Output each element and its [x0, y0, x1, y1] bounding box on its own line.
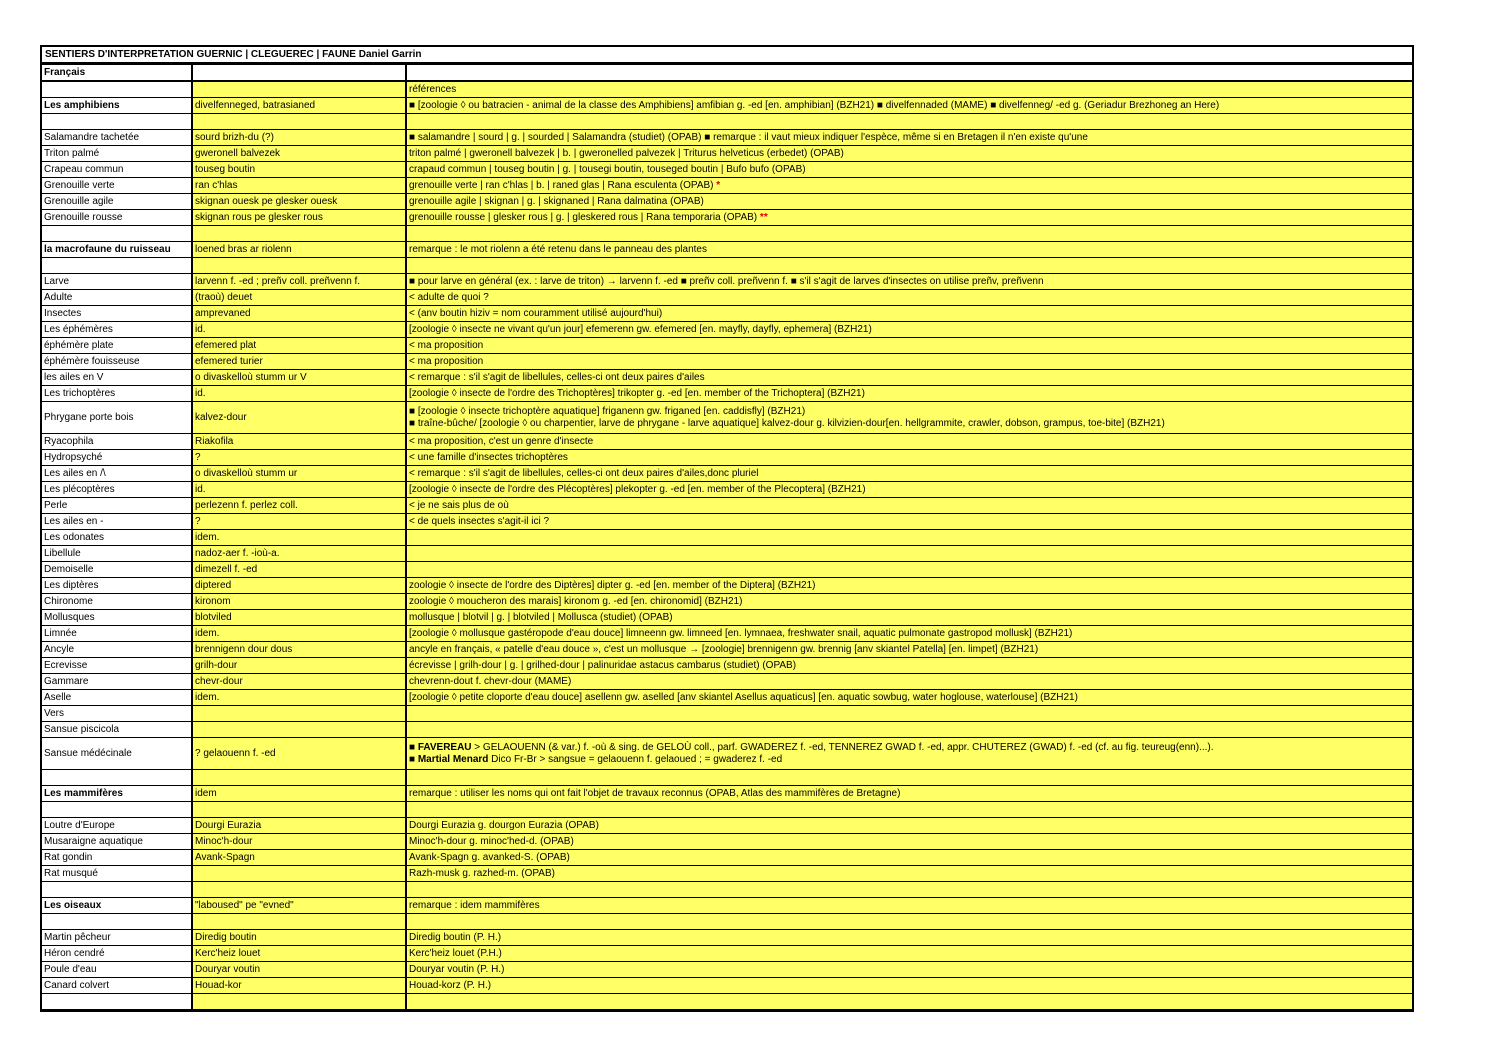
cell-breton[interactable]: ? gelaouenn f. -ed	[192, 738, 406, 770]
cell-breton[interactable]	[192, 722, 406, 738]
reference-text: [zoologie ◊ insecte de l'ordre des Trichoptères] trikopter g. -ed [en. member of the Trichoptera] (BZH21)	[409, 387, 865, 399]
cell-french[interactable]: Grenouille agile	[42, 194, 192, 210]
cell-breton[interactable]: efemered plat	[192, 338, 406, 354]
reference-text: Dourgi Eurazia g. dourgon Eurazia (OPAB)	[409, 819, 599, 831]
cell-french[interactable]: Rat musqué	[42, 866, 192, 882]
reference-text: grenouille verte | ran c'hlas | b. | raned glas | Rana esculenta (OPAB)	[409, 179, 714, 191]
cell-french[interactable]: Salamandre tachetée	[42, 130, 192, 146]
cell-breton[interactable]: divelfenneged, batrasianed	[192, 98, 406, 114]
cell-french[interactable]: Les odonates	[42, 530, 192, 546]
cell-breton[interactable]	[192, 882, 406, 898]
reference-text: [zoologie ◊ insecte de l'ordre des Plécoptères] plekopter g. -ed [en. member of the Plecoptera] (BZH21)	[409, 483, 866, 495]
reference-text: grenouille rousse | glesker rous | g. | gleskered rous | Rana temporaria (OPAB)	[409, 211, 758, 223]
reference-text: < ma proposition	[409, 339, 484, 351]
cell-french[interactable]: Les mammifères	[42, 786, 192, 802]
cell-references[interactable]	[406, 786, 1412, 802]
table-row	[42, 290, 1412, 306]
cell-french[interactable]: Libellule	[42, 546, 192, 562]
footnote-star: *	[716, 179, 721, 191]
cell-breton[interactable]: o divaskelloù stumm ur	[192, 466, 406, 482]
cell-references[interactable]	[406, 866, 1412, 882]
cell-breton[interactable]: idem.	[192, 530, 406, 546]
cell-references[interactable]	[406, 482, 1412, 498]
cell-references[interactable]	[406, 402, 1412, 434]
table-row	[42, 882, 1412, 898]
cell-references[interactable]	[406, 674, 1412, 690]
cell-french[interactable]: Adulte	[42, 290, 192, 306]
reference-source: ■ FAVEREAU	[409, 741, 472, 753]
cell-references[interactable]	[406, 930, 1412, 946]
table-row	[42, 81, 1412, 98]
table-row	[42, 434, 1412, 450]
table-row	[42, 962, 1412, 978]
cell-references[interactable]	[406, 322, 1412, 338]
cell-french[interactable]: Mollusques	[42, 610, 192, 626]
reference-text: ■ [zoologie ◊ ou batracien - animal de la classe des Amphibiens] amfibian g. -ed [en. amphibian] (BZH21) ■ divelfennaded (MAME) ■ divelfenneg/ -ed g. (Geriadur Brezhoneg an Here)	[409, 99, 1220, 111]
cell-french[interactable]: Ryacophila	[42, 434, 192, 450]
cell-breton[interactable]: Douryar voutin	[192, 962, 406, 978]
cell-french[interactable]: Loutre d'Europe	[42, 818, 192, 834]
cell-french[interactable]: Poule d'eau	[42, 962, 192, 978]
cell-french[interactable]: Martin pêcheur	[42, 930, 192, 946]
table-row	[42, 498, 1412, 514]
cell-french[interactable]: Insectes	[42, 306, 192, 322]
cell-references[interactable]	[406, 850, 1412, 866]
reference-line-2	[409, 754, 1410, 766]
cell-breton[interactable]: loened bras ar riolenn	[192, 242, 406, 258]
cell-french[interactable]: la macrofaune du ruisseau	[42, 242, 192, 258]
fauna-table	[42, 64, 1412, 1010]
cell-references[interactable]	[406, 626, 1412, 642]
table-row	[42, 802, 1412, 818]
cell-french[interactable]: Ancyle	[42, 642, 192, 658]
table-row	[42, 898, 1412, 914]
reference-text: Douryar voutin (P. H.)	[409, 963, 505, 975]
table-row	[42, 354, 1412, 370]
table-row	[42, 242, 1412, 258]
cell-references[interactable]	[406, 658, 1412, 674]
cell-breton[interactable]	[192, 866, 406, 882]
cell-references[interactable]	[406, 610, 1412, 626]
cell-breton[interactable]: (traoù) deuet	[192, 290, 406, 306]
table-row	[42, 658, 1412, 674]
cell-references[interactable]	[406, 226, 1412, 242]
cell-references[interactable]	[406, 290, 1412, 306]
cell-french[interactable]: Sansue piscicola	[42, 722, 192, 738]
reference-text: zoologie ◊ insecte de l'ordre des Diptères] dipter g. -ed [en. member of the Diptera] (BZH21)	[409, 579, 816, 591]
cell-references[interactable]	[406, 946, 1412, 962]
table-row	[42, 722, 1412, 738]
cell-references[interactable]	[406, 578, 1412, 594]
reference-text: [zoologie ◊ mollusque gastéropode d'eau douce] limneenn gw. limneed [en. lymnaea, freshwater snail, aquatic pulmonate gastropod mollusk] (BZH21)	[409, 627, 1073, 639]
footnote-star: **	[759, 211, 768, 223]
table-row	[42, 146, 1412, 162]
cell-references[interactable]	[406, 194, 1412, 210]
cell-french[interactable]: Sansue médécinale	[42, 738, 192, 770]
cell-references[interactable]	[406, 258, 1412, 274]
table-row	[42, 402, 1412, 434]
cell-references[interactable]	[406, 722, 1412, 738]
table-row	[42, 226, 1412, 242]
reference-text: ■ traîne-bûche/ [zoologie ◊ ou charpentier, larve de phrygane - larve aquatique] kalvez-dour g. kilvizien-dour[en. hellgrammite, crawler, dobson, grampus, toe-bite] (BZH21)	[409, 417, 1165, 429]
cell-french[interactable]: Les oiseaux	[42, 898, 192, 914]
reference-text: > GELAOUENN (& var.) f. -où & sing. de GELOÙ coll., parf. GWADEREZ f. -ed, TENNEREZ GWAD f. -ed, appr. CHUTEREZ (GWAD) f. -ed (cf. au fig. teureug(enn)...).	[471, 741, 1214, 753]
cell-french[interactable]: Phrygane porte bois	[42, 402, 192, 434]
cell-references[interactable]	[406, 818, 1412, 834]
cell-french[interactable]	[42, 882, 192, 898]
cell-references[interactable]	[406, 642, 1412, 658]
table-row	[42, 706, 1412, 722]
cell-references[interactable]	[406, 210, 1412, 226]
reference-text: ■ pour larve en général (ex. : larve de triton) → larvenn f. -ed ■ preñv coll. preñvenn f. ■ s'il s'agit de larves d'insectes on utilise preñv, preñvenn	[409, 275, 1044, 287]
reference-text: Diredig boutin (P. H.)	[409, 931, 502, 943]
cell-breton[interactable]: skignan rous pe glesker rous	[192, 210, 406, 226]
cell-french[interactable]	[42, 802, 192, 818]
cell-references[interactable]	[406, 81, 1412, 98]
cell-references[interactable]	[406, 146, 1412, 162]
cell-french[interactable]: Aselle	[42, 690, 192, 706]
cell-references[interactable]	[406, 690, 1412, 706]
cell-french[interactable]	[42, 770, 192, 786]
cell-french[interactable]: Français	[42, 65, 192, 82]
cell-breton[interactable]: kalvez-dour	[192, 402, 406, 434]
cell-references[interactable]	[406, 370, 1412, 386]
table-row	[42, 482, 1412, 498]
reference-text: Avank-Spagn g. avanked-S. (OPAB)	[409, 851, 570, 863]
cell-references[interactable]	[406, 354, 1412, 370]
cell-french[interactable]: Rat gondin	[42, 850, 192, 866]
cell-french[interactable]: Crapeau commun	[42, 162, 192, 178]
cell-french[interactable]: Grenouille verte	[42, 178, 192, 194]
cell-references[interactable]	[406, 386, 1412, 402]
reference-text: < remarque : s'il s'agit de libellules, celles-ci ont deux paires d'ailes	[409, 371, 705, 383]
cell-references[interactable]	[406, 114, 1412, 130]
reference-text: zoologie ◊ moucheron des marais] kironom g. -ed [en. chironomid] (BZH21)	[409, 595, 743, 607]
cell-breton[interactable]: grilh-dour	[192, 658, 406, 674]
cell-french[interactable]: Les amphibiens	[42, 98, 192, 114]
cell-french[interactable]: Canard colvert	[42, 978, 192, 994]
reference-text: [zoologie ◊ petite cloporte d'eau douce] asellenn gw. aselled [anv skiantel Asellus aquaticus] [en. aquatic sowbug, water hoglouse, waterlouse] (BZH21)	[409, 691, 1078, 703]
cell-french[interactable]	[42, 258, 192, 274]
reference-text: < de quels insectes s'agit-il ici ?	[409, 515, 550, 527]
table-row	[42, 130, 1412, 146]
cell-breton[interactable]: Kerc'heiz louet	[192, 946, 406, 962]
reference-text: crapaud commun | touseg boutin | g. | tousegi boutin, touseged boutin | Bufo bufo (OPAB)	[409, 163, 806, 175]
cell-breton[interactable]: id.	[192, 322, 406, 338]
cell-references[interactable]	[406, 242, 1412, 258]
cell-breton[interactable]: Minoc'h-dour	[192, 834, 406, 850]
cell-french[interactable]: Larve	[42, 274, 192, 290]
table-row	[42, 338, 1412, 354]
cell-references[interactable]	[406, 306, 1412, 322]
reference-text: [zoologie ◊ insecte ne vivant qu'un jour] efemerenn gw. efemered [en. mayfly, dayfly, ephemera] (BZH21)	[409, 323, 872, 335]
cell-breton[interactable]: "laboused" pe "evned"	[192, 898, 406, 914]
table-row	[42, 690, 1412, 706]
reference-text: Razh-musk g. razhed-m. (OPAB)	[409, 867, 555, 879]
cell-french[interactable]	[42, 994, 192, 1010]
table-row	[42, 386, 1412, 402]
cell-breton[interactable]: idem.	[192, 626, 406, 642]
cell-references[interactable]	[406, 546, 1412, 562]
table-row	[42, 850, 1412, 866]
table-row	[42, 930, 1412, 946]
table-row	[42, 306, 1412, 322]
cell-french[interactable]: Ecrevisse	[42, 658, 192, 674]
reference-text: grenouille agile | skignan | g. | skignaned | Rana dalmatina (OPAB)	[409, 195, 704, 207]
reference-text: Dico Fr-Br > sangsue = gelaouenn f. gelaoued ; = gwaderez f. -ed	[488, 753, 783, 765]
cell-french[interactable]	[42, 226, 192, 242]
table-row	[42, 98, 1412, 114]
cell-references[interactable]	[406, 882, 1412, 898]
cell-references[interactable]	[406, 434, 1412, 450]
cell-breton[interactable]: o divaskelloù stumm ur V	[192, 370, 406, 386]
table-row	[42, 642, 1412, 658]
table-row	[42, 914, 1412, 930]
cell-french[interactable]	[42, 114, 192, 130]
cell-references[interactable]	[406, 98, 1412, 114]
cell-breton[interactable]: ?	[192, 514, 406, 530]
reference-text: Minoc'h-dour g. minoc'hed-d. (OPAB)	[409, 835, 574, 847]
sheet-title: SENTIERS D'INTERPRETATION GUERNIC | CLEGUEREC | FAUNE Daniel Garrin	[42, 47, 1412, 64]
cell-french[interactable]: éphémère fouisseuse	[42, 354, 192, 370]
reference-line-2	[409, 418, 1410, 430]
cell-french[interactable]: Limnée	[42, 626, 192, 642]
cell-french[interactable]: Les plécoptères	[42, 482, 192, 498]
table-row	[42, 626, 1412, 642]
cell-french[interactable]: Les diptères	[42, 578, 192, 594]
cell-breton[interactable]	[192, 994, 406, 1010]
cell-breton[interactable]: Diredig boutin	[192, 930, 406, 946]
cell-french[interactable]: Demoiselle	[42, 562, 192, 578]
reference-text: < remarque : s'il s'agit de libellules, celles-ci ont deux paires d'ailes,donc pluriel	[409, 467, 759, 479]
cell-breton[interactable]: Dourgi Eurazia	[192, 818, 406, 834]
cell-breton[interactable]: blotviled	[192, 610, 406, 626]
cell-breton[interactable]: ?	[192, 450, 406, 466]
reference-text: < adulte de quoi ?	[409, 291, 489, 303]
cell-breton[interactable]: idem	[192, 786, 406, 802]
table-row	[42, 946, 1412, 962]
reference-text: chevrenn-dout f. chevr-dour (MAME)	[409, 675, 572, 687]
table-row	[42, 274, 1412, 290]
reference-text: remarque : utiliser les noms qui ont fait l'objet de travaux reconnus (OPAB, Atlas des mammifères de Bretagne)	[409, 787, 901, 799]
table-row	[42, 322, 1412, 338]
cell-references[interactable]	[406, 466, 1412, 482]
reference-text: < ma proposition, c'est un genre d'insecte	[409, 435, 594, 447]
cell-breton[interactable]	[192, 258, 406, 274]
reference-text: ancyle en français, « patelle d'eau douce », c'est un mollusque → [zoologie] brennigenn gw. brennig [anv skiantel Patella] [en. limpet] (BZH21)	[409, 643, 1039, 655]
cell-french[interactable]: Héron cendré	[42, 946, 192, 962]
cell-references[interactable]	[406, 962, 1412, 978]
table-row	[42, 562, 1412, 578]
cell-references[interactable]	[406, 994, 1412, 1010]
cell-breton[interactable]: id.	[192, 386, 406, 402]
cell-breton[interactable]	[192, 914, 406, 930]
table-row	[42, 818, 1412, 834]
table-row	[42, 834, 1412, 850]
table-row	[42, 546, 1412, 562]
cell-references[interactable]	[406, 178, 1412, 194]
cell-breton[interactable]: amprevaned	[192, 306, 406, 322]
table-row	[42, 866, 1412, 882]
cell-french[interactable]	[42, 81, 192, 98]
cell-breton[interactable]: id.	[192, 482, 406, 498]
cell-references[interactable]	[406, 562, 1412, 578]
reference-source: ■ Martial Menard	[409, 753, 489, 765]
cell-references[interactable]	[406, 738, 1412, 770]
cell-french[interactable]: éphémère plate	[42, 338, 192, 354]
cell-breton[interactable]: dimezell f. -ed	[192, 562, 406, 578]
cell-breton[interactable]: idem.	[192, 690, 406, 706]
table-row	[42, 610, 1412, 626]
cell-breton[interactable]	[192, 706, 406, 722]
cell-french[interactable]: Les éphémères	[42, 322, 192, 338]
table-row	[42, 466, 1412, 482]
cell-references[interactable]	[406, 514, 1412, 530]
cell-references[interactable]	[406, 65, 1412, 82]
cell-references[interactable]	[406, 594, 1412, 610]
cell-breton[interactable]	[192, 114, 406, 130]
cell-references[interactable]	[406, 834, 1412, 850]
table-row	[42, 770, 1412, 786]
cell-references[interactable]	[406, 706, 1412, 722]
cell-french[interactable]: Triton palmé	[42, 146, 192, 162]
reference-line-1	[409, 742, 1410, 754]
reference-text: Kerc'heiz louet (P.H.)	[409, 947, 502, 959]
cell-breton[interactable]: gweronell balvezek	[192, 146, 406, 162]
table-row	[42, 65, 1412, 82]
reference-text: ■ salamandre | sourd | g. | sourded | Salamandra (studiet) (OPAB) ■ remarque : il vaut mieux indiquer l'espèce, même si en Bretagen il n'en existe qu'une	[409, 131, 1088, 143]
cell-references[interactable]	[406, 450, 1412, 466]
table-row	[42, 786, 1412, 802]
table-row	[42, 162, 1412, 178]
cell-breton[interactable]: kironom	[192, 594, 406, 610]
cell-references[interactable]	[406, 770, 1412, 786]
cell-french[interactable]: Hydropsyché	[42, 450, 192, 466]
reference-text: remarque : le mot riolenn a été retenu dans le panneau des plantes	[409, 243, 707, 255]
cell-references[interactable]	[406, 914, 1412, 930]
cell-breton[interactable]	[192, 770, 406, 786]
cell-breton[interactable]: sourd brizh-du (?)	[192, 130, 406, 146]
cell-breton[interactable]: diptered	[192, 578, 406, 594]
cell-breton[interactable]: efemered turier	[192, 354, 406, 370]
cell-breton[interactable]	[192, 802, 406, 818]
cell-french[interactable]: Les ailes en /\	[42, 466, 192, 482]
reference-text: < je ne sais plus de où	[409, 499, 509, 511]
cell-breton[interactable]	[192, 226, 406, 242]
cell-references[interactable]	[406, 802, 1412, 818]
cell-french[interactable]: Musaraigne aquatique	[42, 834, 192, 850]
reference-text: triton palmé | gweronell balvezek | b. | gweronelled palvezek | Triturus helveticus (erbedet) (OPAB)	[409, 147, 844, 159]
cell-french[interactable]: Vers	[42, 706, 192, 722]
reference-text: mollusque | blotvil | g. | blotviled | Mollusca (studiet) (OPAB)	[409, 611, 673, 623]
cell-references[interactable]	[406, 898, 1412, 914]
cell-breton[interactable]: Houad-kor	[192, 978, 406, 994]
cell-references[interactable]	[406, 498, 1412, 514]
table-row	[42, 738, 1412, 770]
reference-text: < (anv boutin hiziv = nom couramment utilisé aujourd'hui)	[409, 307, 663, 319]
cell-breton[interactable]: brennigenn dour dous	[192, 642, 406, 658]
cell-breton[interactable]: chevr-dour	[192, 674, 406, 690]
table-row	[42, 258, 1412, 274]
reference-text: ■ [zoologie ◊ insecte trichoptère aquatique] friganenn gw. friganed [en. caddisfly] (BZH21)	[409, 405, 806, 417]
reference-text: < une famille d'insectes trichoptères	[409, 451, 568, 463]
cell-breton[interactable]	[192, 65, 406, 82]
cell-french[interactable]	[42, 914, 192, 930]
cell-breton[interactable]	[192, 81, 406, 98]
cell-breton[interactable]: larvenn f. -ed ; preñv coll. preñvenn f.	[192, 274, 406, 290]
reference-text: écrevisse | grilh-dour | g. | grilhed-dour | palinuridae astacus cambarus (studiet) (OPAB)	[409, 659, 797, 671]
table-row	[42, 194, 1412, 210]
cell-french[interactable]: Les ailes en -	[42, 514, 192, 530]
table-row	[42, 210, 1412, 226]
cell-breton[interactable]: Avank-Spagn	[192, 850, 406, 866]
cell-breton[interactable]: perlezenn f. perlez coll.	[192, 498, 406, 514]
cell-breton[interactable]: ran c'hlas	[192, 178, 406, 194]
cell-references[interactable]	[406, 162, 1412, 178]
table-row	[42, 370, 1412, 386]
cell-french[interactable]: Grenouille rousse	[42, 210, 192, 226]
table-row	[42, 514, 1412, 530]
cell-breton[interactable]: Riakofila	[192, 434, 406, 450]
reference-text: remarque : idem mammifères	[409, 899, 540, 911]
table-row	[42, 978, 1412, 994]
cell-french[interactable]: Les trichoptères	[42, 386, 192, 402]
table-row	[42, 450, 1412, 466]
table-row	[42, 530, 1412, 546]
cell-references[interactable]	[406, 530, 1412, 546]
cell-french[interactable]: Gammare	[42, 674, 192, 690]
cell-french[interactable]: Perle	[42, 498, 192, 514]
cell-breton[interactable]: skignan ouesk pe glesker ouesk	[192, 194, 406, 210]
reference-text: < ma proposition	[409, 355, 484, 367]
table-row	[42, 178, 1412, 194]
cell-breton[interactable]: nadoz-aer f. -ioù-a.	[192, 546, 406, 562]
cell-references[interactable]	[406, 274, 1412, 290]
table-row	[42, 578, 1412, 594]
table-row	[42, 114, 1412, 130]
cell-breton[interactable]: touseg boutin	[192, 162, 406, 178]
cell-references[interactable]	[406, 130, 1412, 146]
cell-french[interactable]: les ailes en V	[42, 370, 192, 386]
cell-french[interactable]: Chironome	[42, 594, 192, 610]
table-row	[42, 594, 1412, 610]
cell-references[interactable]	[406, 338, 1412, 354]
reference-text: références	[409, 83, 457, 95]
cell-references[interactable]	[406, 978, 1412, 994]
table-row	[42, 994, 1412, 1010]
reference-text: Houad-korz (P. H.)	[409, 979, 492, 991]
spreadsheet	[40, 45, 1414, 1012]
table-row	[42, 674, 1412, 690]
reference-line-1	[409, 406, 1410, 418]
